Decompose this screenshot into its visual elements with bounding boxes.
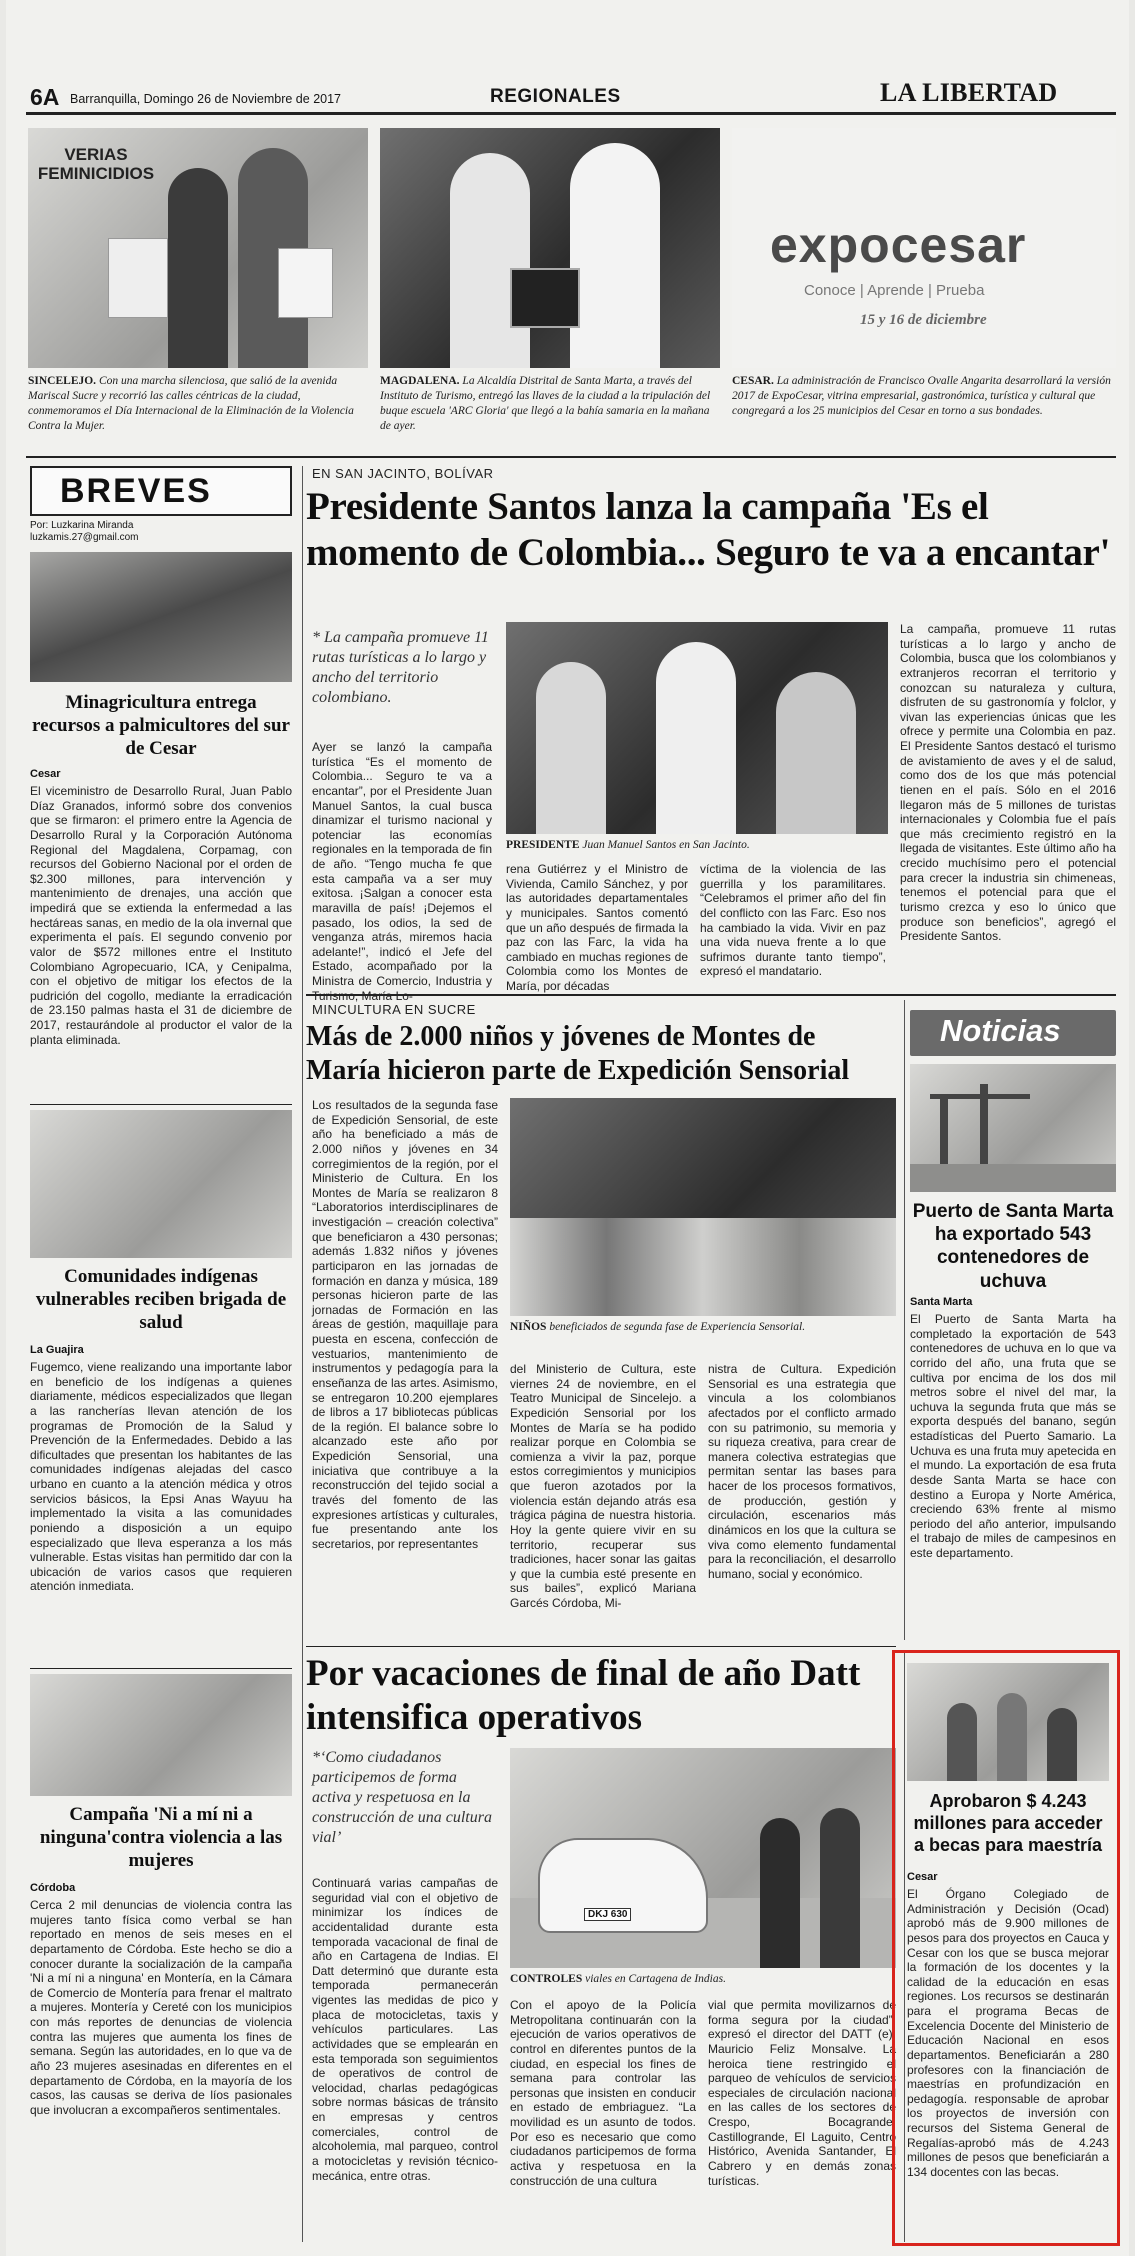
photo-arc-gloria [380,128,720,368]
noticia-1-loc: Santa Marta [910,1296,973,1308]
noticias-banner [910,1010,1116,1056]
sensorial-col1: Los resultados de la segunda fase de Expedición Sensorial, de este año ha beneficiado a más de 2.000 niños y jóvenes en 34 corregimientos de la región, por el Ministerio de Cultura. En los Montes de María se realizaron 8 “Laboratorios interdisciplinares de investigación – creación colectiva” que beneficiaron a 430 personas; además 1.832 niños y jóvenes participaron en las jornadas de formación en danza y música, 189 personas hicieron parte de las jornadas de Formación en las áreas de gestión, maquillaje para puesta en escena, confección de vestuarios, mantenimiento de instrumentos y pedagogía para la enseñanza de las artes. Asimismo, se entregaron 10.200 ejemplares de libros a 17 bibliotecas públicas de la región. El balance sobre lo alcanzado este año por Expedición Sensorial, una iniciativa que contribuye a la reconstrucción del tejido social a través del fomento de las expresiones artísticas y culturales, fue presentando ante los secretarios, por representantes [312,1098,498,1551]
section-name: REGIONALES [490,86,621,107]
newspaper-page [6,0,1129,2256]
datt-car [538,1838,708,1933]
masthead-rule [26,112,1116,115]
top-section-rule [26,456,1116,458]
becas-article-highlight[interactable] [892,1650,1120,2246]
noticia-2-loc: Cesar [907,1871,938,1883]
sensorial-col2: del Ministerio de Cultura, este viernes 24 de noviembre, en el Teatro Municipal de Sincelejo. a Expedición Sensorial por los Montes de María se ha podido realizar porque en Colombia se comienza a vivir la paz, porque estos corregimientos y municipios que fueron azotados por la violencia están dejando atrás esa trágica página de nuestra historia. Hoy la gente quiere vivir en su territorio, recuperar sus tradiciones, hacer sonar las gaitas y que la cumbia esté presente en sus bailes”, explicó Mariana Garcés Córdoba, Mi- [510,1362,696,1610]
lead-col2: rena Gutiérrez y el Ministro de Vivienda, Camilo Sánchez, y por las autoridades departamentales y municipales. Santos comentó que un año después de firmada la paz con las Farc, la vida ha cambiado en muchas regiones de Colombia como los Montes de María, por décadas [506,862,688,993]
breve-3-body: Cerca 2 mil denuncias de violencia contra las mujeres tanto física como verbal se han reportado en menos de seis meses en el departamento de Córdoba. Este hecho se dio a conocer durante la socialización de la campaña 'Ni a mí ni a ninguna' en Montería, en la Cámara de Comercio de Montería para frenar el maltrato a mujeres. Montería y Cereté con los municipios con más reportes de denuncias de violencia contra las mujeres que aumenta los fines de semana. Según las autoridades, en lo que va de año 23 mujeres asesinadas en diferentes en el departamento de Córdoba, en la mayoría de los casos, las causas se deriva de líos pasionales que involucran a excompañeros sentimentales. [30,1898,292,2117]
breve-3-title: Campaña 'Ni a mí ni a ninguna'contra violencia a las mujeres [39,1804,283,1871]
caption-sincelejo: SINCELEJO. Con una marcha silenciosa, que salió de la avenida Mariscal Sucre y recorrió las calles céntricas de la ciudad, conmemoramos el Día Internacional de la Eliminación de la Violencia Contra la Mujer. [28,375,354,432]
photo-overlay-text: VERIAS FEMINICIDIOS [37,145,155,183]
page-number: 6A [30,84,60,110]
breves-banner [30,466,292,516]
expocesar-tagline: Conoce | Aprende | Prueba [804,282,985,299]
caption-magdalena: MAGDALENA. La Alcaldía Distrital de Santa Marta, a través del Instituto de Turismo, entregó las llaves de la ciudad a la tripulación del buque escuela 'ARC Gloria' que llegó a la bahía samaria en la mañana de ayer. [380,375,711,432]
photo-campaign-event [30,1674,292,1796]
datt-car-plate: DKJ 630 [584,1908,631,1921]
photo-indigenous-brigade [30,1110,292,1258]
breve-1-loc: Cesar [30,768,61,780]
expocesar-logo: expocesar [770,217,1027,273]
breve-1-body: El viceministro de Desarrollo Rural, Juan Pablo Díaz Granados, informó sobre dos convenios que se firmaron: el primero entre la Agencia de Desarrollo Rural y la Corporación Autónoma Regional del Magdalena, Corpamag, con recursos del Gobierno Nacional por el orden de $2.300 millones, para intervención y mantenimiento de drenajes, una acción que impedirá que se extienda la enfermedad a las hectáreas sanas, en medio de la ola invernal que experimenta el país. El segundo convenio por valor de $572 millones entre el Instituto Colombiano Agropecuario, ICA, y Cenipalma, con el objetivo de mitigar los efectos de la pudrición del cogollo, mediante la erradicación de 23.150 palmas hasta el 31 de diciembre de 2017, restaurándole al productor el valor de la planta eliminada. [30,784,292,1047]
datt-col2: Con el apoyo de la Policía Metropolitana continuarán con la ejecución de varios operativos de control en diferentes puntos de la ciudad, en especial los fines de semana para controlar las personas que insisten en conducir en estado de embriaguez. “La movilidad es un asunto de todos. Por eso es necesario que como ciudadanos participemos de forma activa y respetuosa en la construcción de una cultura [510,1998,696,2188]
photo-santa-marta-port [910,1064,1116,1192]
expocesar-dates: 15 y 16 de diciembre [860,312,987,328]
breves-byline: Por: Luzkarina Miranda [30,520,134,531]
photo-palm-truck [30,552,292,682]
photo-santos-san-jacinto [506,622,888,834]
noticias-title: Noticias [940,1013,1061,1048]
breve-2-loc: La Guajira [30,1344,84,1356]
sensorial-col3: nistra de Cultura. Expedición Sensorial es una estrategia que vincula a los colombianos afectados por el conflicto armado con su patrimonio, su memoria y su riqueza creativa, para crear de manera colectiva estrategias que permitan sentar las bases para hacer de los procesos formativos, de producción, gestión y circulación, escenarios más dinámicos en los que la cultura se viva como elemento fundamental para la reconciliación, el desarrollo humano, social y económico. [708,1362,896,1581]
paper-name: LA LIBERTAD [880,78,1058,107]
photo-becas [907,1663,1109,1781]
lead-photo-caption: PRESIDENTE Juan Manuel Santos en San Jacinto. [506,839,750,851]
sensorial-kicker: MINCULTURA EN SUCRE [312,1002,476,1017]
photo-expocesar [732,128,1116,368]
datt-photo-caption: CONTROLES viales en Cartagena de Indias. [510,1973,726,1985]
breves-email: luzkamis.27@gmail.com [30,532,139,543]
photo-sincelejo-march [28,128,368,368]
sensorial-photo-caption: NIÑOS beneficiados de segunda fase de Experiencia Sensorial. [510,1321,806,1333]
lead-col1: Ayer se lanzó la campaña turística “Es el momento de Colombia... Seguro te va a encantar”, por el Presidente Juan Manuel Santos, la cual busca dinamizar el turismo nacional y potenciar las economías regionales en la temporada de fin de año. “Tengo mucha fe que esta campaña va a ser muy exitosa. ¡Salgan a conocer esta maravilla de país! ¡Dejemos el pasado, los odios, la sed de venganza atrás, miremos hacia adelante!”, indicó el Jefe del Estado, acompañado por la Ministra de Comercio, Industria y [312,740,492,988]
breve-2-body: Fugemco, viene realizando una importante labor en beneficio de los indígenas a quienes diariamente, médicos especializados que llegan a las rancherías llevan atención de los programas de Promoción de la Salud y Prevención de la Enfermedades. Debido a las dificultades que presentan los habitantes de las comunidades indígenas alejadas del casco urbano en cuanto a la atención médica y otros servicios básicos, la Epsi Anas Wayuu ha implementado la visita a las comunidades poniendo a disposición a un equipo especializado que lleva esperanza a los más vulnerable. Estas visitas han permitido dar con la ubicación de varios casos que requieren atención inmediata. [30,1360,292,1594]
lead-col3: víctima de la violencia de las guerrilla y los paramilitares. “Celebramos el primer año del fin del conflicto con las Farc. Eso nos ha cambiado la vida. Vivir en paz una vida nueva frente a lo que sufrimos durante tanto tiempo”, expresó el mandatario. [700,862,886,979]
breves-title: BREVES [60,472,212,510]
noticia-2-title: Aprobaron $ 4.243 millones para acceder a becas para maestría [913,1791,1103,1855]
breve-1-title: Minagricultura entrega recursos a palmicultores del sur de Cesar [32,692,290,759]
sensorial-headline: Más de 2.000 niños y jóvenes de Montes de María hicieron parte de Expedición Sensorial [306,1021,850,1087]
datt-col3: vial que permita movilizarnos de forma segura por la ciudad”, expresó el director del DATT (e), Mauricio Feliz Monsalve. La heroica tiene restringido el parqueo de vehículos de servicios especiales de circulación nacional en las calles de los sectores de Crespo, Bocagrande, Castillogrande, El Laguito, Centro Histórico, Avenida Santander, El Cabrero y en demás zonas turísticas. [708,1998,896,2188]
lead-kicker: EN SAN JACINTO, BOLÍVAR [312,466,494,481]
lead-col4: La campaña, promueve 11 rutas turísticas a lo largo y ancho de Colombia, busca que los colombianos y extranjeros recorran el territorio y conozcan su naturaleza y cultura, disfruten de su gastronomía y folclor, y vivan las experiencias únicas que les ofrece y permite una Colombia en paz. El Presidente Santos destacó el turismo de avistamiento de aves y el de salud, como dos de los que más potencial tienen en el país. Sólo en el 2016 llegaron más de 5 millones de turistas internacionales y Colombia fue el país que más crecimiento registró en la llegada de visitantes. Este último año ha crecido muchísimo pero el potencial para crecer la industria sin chimeneas, tenemos el potencial para que el turismo crezca y eso lo único que produce son beneficios”, agregó el Presidente Santos. [900,622,1116,944]
lead-deck: * La campaña promueve 11 rutas turísticas a lo largo y ancho del territorio colombiano. [312,629,489,706]
photo-children-expedicion [510,1098,896,1316]
caption-cesar: CESAR. La administración de Francisco Ovalle Angarita desarrollará la versión 2017 de ExpoCesar, vitrina empresarial, gastronómica, turística y cultural que congregará a los 25 municipios del Cesar en torno a sus bondades. [732,375,1111,417]
noticia-1-body: El Puerto de Santa Marta ha completado la exportación de 543 contenedores de uchuva en lo que va corrido del año, una fruta que se cultiva por encima de los dos mil metros sobre el nivel del mar, la uchuva la segunda fruta que más se exporta después del banano, según estadísticas del Puerto Samario. La Uchuva es una fruta muy apetecida en el mundo. La exportación de esa fruta desde Santa Marta se hace con destino a Europa y Norte América, creciendo 63% frente al mismo periodo del año anterior, impulsando el trabajo de miles de campesinos en este departamento. [910,1312,1116,1560]
breve-3-loc: Córdoba [30,1882,76,1894]
datt-deck: *‘Como ciudadanos participemos de forma activa y respetuosa en la construcción de una cultura vial’ [312,1749,492,1846]
dateline: Barranquilla, Domingo 26 de Noviembre de 2017 [70,92,341,106]
datt-col1: Continuará varias campañas de seguridad vial con el objetivo de minimizar los índices de accidentalidad durante esta temporada vacacional de final de año en Cartagena de Indias. El Datt determinó que durante esta temporada permanecerán vigentes las medidas de pico y placa de motocicletas, taxis y vehículos particulares. Las actividades que se emplearán en esta temporada son seguimientos de operativos de control de velocidad, charlas pedagógicas sobre normas básicas de tránsito en empresas y centros comerciales, control de alcoholemia, mal parqueo, control a motocicletas y revisión técnico-mecánica, entre otras. [312,1876,498,2183]
noticia-1-title: Puerto de Santa Marta ha exportado 543 contenedores de uchuva [912,1201,1114,1292]
datt-headline: Por vacaciones de final de año Datt intensifica operativos [306,1653,861,1738]
lead-headline: Presidente Santos lanza la campaña 'Es el momento de Colombia... Seguro te va a encantar' [306,485,1111,575]
breve-2-title: Comunidades indígenas vulnerables reciben brigada de salud [35,1266,287,1333]
noticia-2-body: El Órgano Colegiado de Administración y Decisión (Ocad) aprobó más de 9.900 millones de pesos para dos proyectos en Cauca y Cesar con los que se busca mejorar la formación de los docentes y la calidad de la educación en esas regiones. Los recursos se destinarán para el programa Becas de Excelencia Docente del Ministerio de Educación Nacional en esos departamentos. Beneficiarán a 280 profesores con la financiación de maestrías en profundización en pedagogía. responsable de aprobar los proyectos de inversión con recursos del Sistema General de Regalías-aprobó más de 4.243 millones de pesos que beneficiarán a 134 docentes con las becas. [907,1887,1109,2179]
photo-datt-operativo [510,1748,896,1968]
